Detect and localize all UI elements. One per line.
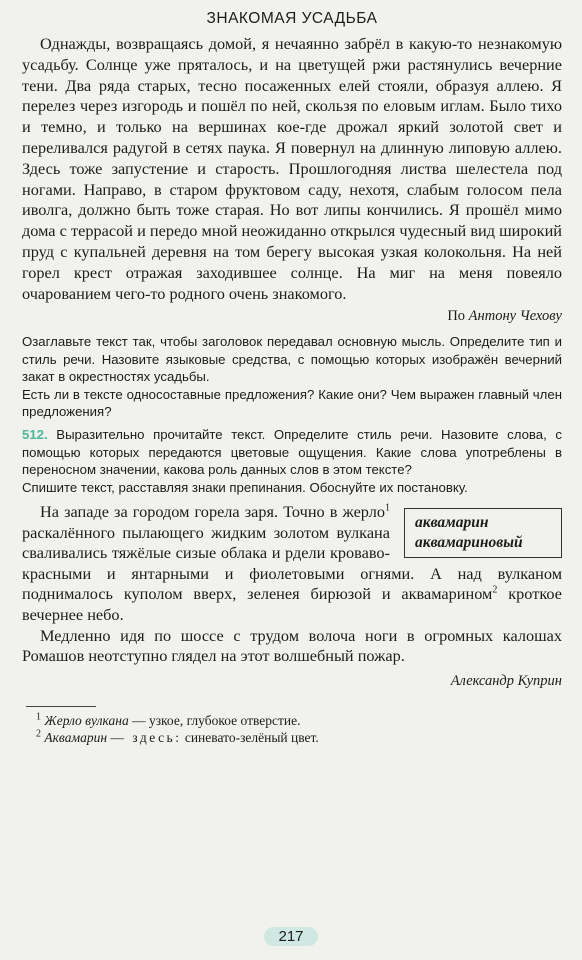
vocabulary-box: [404, 508, 562, 558]
footnote-ref-2: 2: [492, 584, 498, 596]
footnote-1-number: 1: [36, 711, 41, 723]
footnote-ref-1: 1: [385, 502, 390, 514]
kuprin-text-part-a: На западе за городом горела заря. Точно в жерло: [40, 502, 385, 522]
text-kuprin-paragraph-2: [22, 626, 562, 667]
kuprin-text-part-b: раскалённого пылающего жидким золотом вулкана сваливались тяжёлые сизые облака и рдели кроваво-красными и янтарными и фиолетовыми огнями. А над вулканом поднималось куполом вверх, зеленея бирюзой и аквамарином: [22, 522, 562, 604]
attribution-kuprin: [22, 673, 562, 690]
text-title: ЗНАКОМАЯ УСАДЬБА: [206, 10, 378, 27]
kuprin-text-part-d: Медленно идя по шоссе с трудом волоча ноги в огромных калошах Ромашов неотступно глядел на этот волшебный пожар.: [22, 625, 562, 666]
footnote-2-term: Аквамарин: [44, 729, 108, 745]
exercise-number: 512.: [22, 427, 48, 443]
kuprin-text-block: [22, 502, 562, 667]
footnote-1-term: Жерло вулкана: [44, 712, 129, 728]
footnote-2-here: — здесь:: [110, 729, 182, 745]
exercise-512-instructions: Выразительно прочитайте текст. Определите стиль речи. Назовите слова, с помощью которых передаются цветовые ощущения. Какие слова употреблены в переносном значении, какова роль данных слов в этом тексте?: [22, 427, 562, 478]
task-1: [22, 333, 562, 420]
text-chekhov: Однажды, возвращаясь домой, я нечаянно забрёл в какую-то незнакомую усадьбу. Солнце уже пряталось, и на цветущей ржи растянулись вечерние тени. Два ряда старых, тесно посаженных елей стояли, образуя аллею. Я перелез через изгородь и пошёл по ней, скользя по еловым иглам. Было тихо и темно, и только на вершинах кое-где дрожал яркий золотой свет и переливался радугой в сетях паука. Я повернул на длинную липовую аллею. Здесь тоже запустение и старость. Прошлогодняя листва шелестела под ногами. Направо, в старом фруктовом саду, нехотя, слабым голосом пела иволга, должно быть тоже старая. Но вот липы кончились. Я прошёл мимо дома с террасой и передо мной неожиданно открылся чудесный вид широкий пруд с купальней деревня на том берегу высокая узкая колокольня. На ней горел крест отражая заходившее солнце. На миг на меня повеяло очарованием чего-то родного очень знакомого.: [22, 34, 562, 303]
textbook-page: [22, 6, 562, 746]
attribution-chekhov: [22, 308, 562, 325]
vocabulary-word-2: аквамариновый: [415, 534, 523, 552]
exercise-512-line-2: Спишите текст, расставляя знаки препинания. Обоснуйте их постановку.: [22, 479, 468, 495]
vocabulary-word-1: аквамарин: [415, 514, 489, 532]
attribution-prefix: По: [447, 308, 466, 325]
exercise-512: [22, 426, 562, 496]
exercise-512-line-1: [22, 426, 562, 478]
kuprin-text-part-c: кроткое вечернее небо.: [22, 584, 562, 624]
footnote-1: [36, 712, 562, 729]
footnote-2-definition: синевато-зелёный цвет.: [184, 729, 319, 745]
footnote-1-definition: — узкое, глубокое отверстие.: [132, 712, 301, 728]
attribution-kuprin-author: Александр Куприн: [450, 672, 562, 689]
task-1-line-2: Есть ли в тексте односоставные предложения? Какие они? Чем выражен главный член предложения?: [22, 386, 562, 419]
footnote-2-number: 2: [36, 728, 41, 740]
task-1-line-1: Озаглавьте текст так, чтобы заголовок передавал основную мысль. Определите тип и стиль речи. Назовите языковые средства, с помощью которых изображён вечерний закат в окрестностях усадьбы.: [22, 334, 562, 385]
page-number-value: 217: [264, 927, 317, 946]
footnote-divider: [26, 706, 96, 707]
footnote-2: [36, 729, 562, 746]
page-number: [0, 928, 582, 945]
attribution-author: Антону Чехову: [468, 308, 562, 325]
